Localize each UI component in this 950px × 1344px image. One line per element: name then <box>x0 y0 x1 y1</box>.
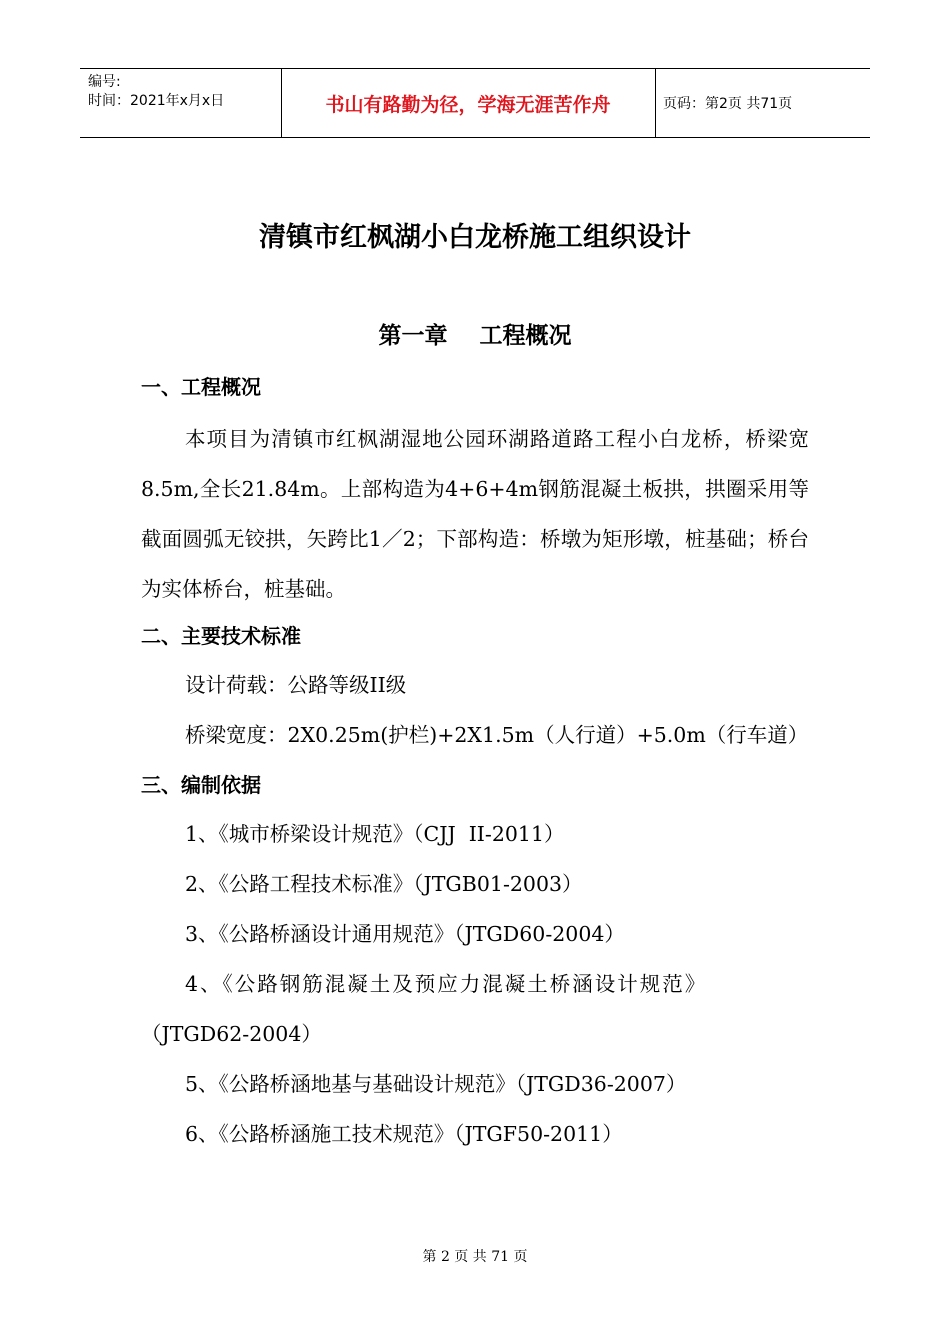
basis-item: 3、《公路桥涵设计通用规范》（JTGD60-2004） <box>185 922 625 946</box>
basis-item: 2、《公路工程技术标准》（JTGB01-2003） <box>185 872 583 896</box>
number-label: 编号: <box>88 74 121 90</box>
section-heading-overview: 一、工程概况 <box>141 375 261 399</box>
basis-item: 6、《公路桥涵施工技术规范》（JTGF50-2011） <box>185 1122 623 1146</box>
basis-item: 1、《城市桥梁设计规范》（CJJ II-2011） <box>185 822 565 846</box>
header-meta <box>88 73 282 111</box>
document-title: 清镇市红枫湖小白龙桥施工组织设计 <box>259 222 691 253</box>
time-label: 时间：2021年x月x日 <box>88 93 225 109</box>
basis-item-continuation: （JTGD62-2004） <box>141 1022 322 1046</box>
overview-paragraph: 本项目为清镇市红枫湖湿地公园环湖路道路工程小白龙桥，桥梁宽8.5m,全长21.84m。上部构造为4+6+4m钢筋混凝土板拱，拱圈采用等截面圆弧无铰拱，矢跨比1／2；下部构造：桥墩为矩形墩，桩基础；桥台为实体桥台，桩基础。 <box>141 427 809 601</box>
section-heading-standards: 二、主要技术标准 <box>141 624 301 648</box>
page-header <box>80 68 870 138</box>
section-heading-basis: 三、编制依据 <box>141 773 261 797</box>
header-divider <box>655 69 656 137</box>
header-page-info: 页码：第2页 共71页 <box>663 96 793 112</box>
basis-item: 4、《公路钢筋混凝土及预应力混凝土桥涵设计规范》 <box>185 972 708 996</box>
page-footer: 第 2 页 共 71 页 <box>422 1249 528 1265</box>
basis-item: 5、《公路桥涵地基与基础设计规范》（JTGD36-2007） <box>185 1072 687 1096</box>
standard-item: 桥梁宽度：2X0.25m(护栏)+2X1.5m（人行道）+5.0m（行车道） <box>185 723 809 747</box>
header-motto: 书山有路勤为径，学海无涯苦作舟 <box>325 93 611 116</box>
chapter-heading: 第一章 工程概况 <box>378 323 572 349</box>
standard-item: 设计荷载：公路等级II级 <box>185 673 407 697</box>
